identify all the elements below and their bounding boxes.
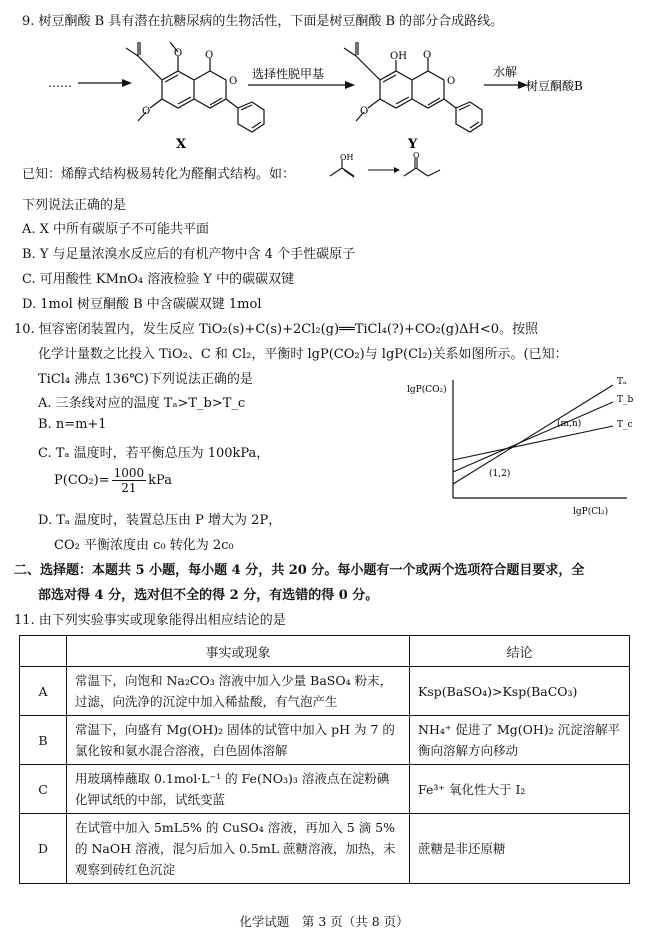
q10-option-c2 (54, 466, 172, 495)
table-row (20, 765, 630, 814)
section2-line1: 二、选择题：本题共 5 小题，每小题 4 分，共 20 分。每小题有一个或两个选项符合题目要求，全 (14, 563, 585, 578)
pco2-unit: kPa (148, 473, 172, 488)
svg-text:O: O (360, 106, 369, 117)
q9-known: 已知：烯醇式结构极易转化为醛酮式结构。如： (22, 167, 296, 182)
q9-ask: 下列说法正确的是 (22, 198, 127, 213)
q9-stem: 9. 树豆酮酸 B 具有潜在抗糖尿病的生物活性，下面是树豆酮酸 B 的部分合成路线。 (22, 14, 504, 29)
row-fact: 在试管中加入 5mL5% 的 CuSO₄ 溶液，再加入 5 滴 5% 的 NaOH 溶液，混匀后加入 0.5mL 蔗糖溶液，加热，未观察到砖红色沉淀 (67, 814, 410, 884)
header-conclusion: 结论 (410, 636, 630, 667)
svg-text:O: O (205, 50, 214, 61)
row-conclusion: Fe³⁺ 氧化性大于 I₂ (410, 765, 630, 814)
table-row (20, 716, 630, 765)
point-label-1-2: (1,2) (489, 469, 511, 479)
reagent-label: 选择性脱甲基 (252, 67, 325, 81)
q11-table (19, 635, 630, 884)
fraction-denominator: 21 (121, 481, 137, 495)
q10-graph (405, 370, 637, 520)
section2-line2: 部选对得 4 分，选对但不全的得 2 分，有选错的得 0 分。 (38, 588, 379, 603)
svg-text:OH: OH (340, 153, 354, 162)
series-label-ta: Tₐ (617, 377, 627, 387)
row-label: A (20, 667, 67, 716)
svg-text:OH: OH (390, 51, 407, 62)
molecule-x (126, 42, 264, 132)
row-label: D (20, 814, 67, 884)
q10-option-c1: C. Tₐ 温度时，若平衡总压为 100kPa， (38, 446, 270, 461)
molecule-y (344, 42, 482, 132)
row-label: B (20, 716, 67, 765)
svg-text:O: O (229, 76, 238, 87)
table-row (20, 814, 630, 884)
svg-text:O: O (413, 152, 420, 160)
table-header-row (20, 636, 630, 667)
row-label: C (20, 765, 67, 814)
row-fact: 用玻璃棒蘸取 0.1mol·L⁻¹ 的 Fe(NO₃)₃ 溶液点在淀粉碘化钾试纸的中部，试纸变蓝 (67, 765, 410, 814)
svg-text:O: O (423, 50, 432, 61)
row-conclusion: Ksp(BaSO₄)>Ksp(BaCO₃) (410, 667, 630, 716)
page-footer: 化学试题 第 3 页（共 8 页） (239, 914, 409, 929)
label-y: Y (408, 137, 418, 152)
series-line-tc (453, 426, 613, 460)
row-conclusion: 蔗糖是非还原糖 (410, 814, 630, 884)
q9-option-d: D. 1mol 树豆酮酸 B 中含碳碳双键 1mol (22, 297, 262, 312)
series-line-ta (453, 385, 613, 484)
q10-option-a: A. 三条线对应的温度 Tₐ>T_b>T_c (38, 396, 246, 411)
series-line-tb (453, 402, 613, 472)
q10-option-d2: CO₂ 平衡浓度由 c₀ 转化为 2c₀ (54, 538, 234, 553)
enol-ketone-scheme (328, 152, 458, 182)
series-label-tb: T_b (617, 395, 634, 405)
y-axis-label: lgP(CO₂) (407, 385, 447, 395)
fraction (112, 466, 147, 495)
hydrolysis-label: 水解 (493, 65, 518, 79)
svg-text:O: O (447, 76, 456, 87)
q9-option-b: B. Y 与足量浓溴水反应后的有机产物中含 4 个手性碳原子 (22, 247, 356, 262)
x-axis-label: lgP(Cl₂) (573, 507, 609, 517)
header-fact: 事实或现象 (67, 636, 410, 667)
scheme-dots: …… (48, 76, 72, 90)
table-row (20, 667, 630, 716)
q9-option-a: A. X 中所有碳原子不可能共平面 (22, 222, 210, 237)
q10-option-d1: D. Tₐ 温度时，装置总压由 P 增大为 2P， (38, 513, 282, 528)
point-label-m-n: (m,n) (557, 419, 582, 429)
q10-line2: 化学计量数之比投入 TiO₂、C 和 Cl₂，平衡时 lgP(CO₂)与 lgP(Cl₂)关系如图所示。(已知： (38, 347, 568, 362)
series-label-tc: T_c (617, 420, 633, 430)
q10-option-b: B. n=m+1 (38, 417, 107, 432)
svg-text:O: O (174, 48, 183, 59)
q10-line1: 10. 恒容密闭装置内，发生反应 TiO₂(s)+C(s)+2Cl₂(g)══TiCl₄(?)+CO₂(g)ΔH<0。按照 (14, 322, 539, 337)
synthesis-scheme (0, 28, 648, 158)
row-fact: 常温下，向饱和 Na₂CO₃ 溶液中加入少量 BaSO₄ 粉末，过滤，向洗净的沉淀中加入稀盐酸，有气泡产生 (67, 667, 410, 716)
header-blank (20, 636, 67, 667)
q10-line3: TiCl₄ 沸点 136℃)下列说法正确的是 (38, 372, 253, 387)
pco2-expr: P(CO₂)= (54, 473, 110, 488)
row-fact: 常温下，向盛有 Mg(OH)₂ 固体的试管中加入 pH 为 7 的氯化铵和氨水混合溶液，白色固体溶解 (67, 716, 410, 765)
q11-stem: 11. 由下列实验事实或现象能得出相应结论的是 (14, 613, 286, 628)
fraction-numerator: 1000 (113, 466, 145, 480)
product-label: 树豆酮酸B (526, 79, 583, 93)
label-x: X (176, 137, 187, 152)
row-conclusion: NH₄⁺ 促进了 Mg(OH)₂ 沉淀溶解平衡向溶解方向移动 (410, 716, 630, 765)
q9-option-c: C. 可用酸性 KMnO₄ 溶液检验 Y 中的碳碳双键 (22, 272, 295, 287)
svg-text:O: O (142, 106, 151, 117)
